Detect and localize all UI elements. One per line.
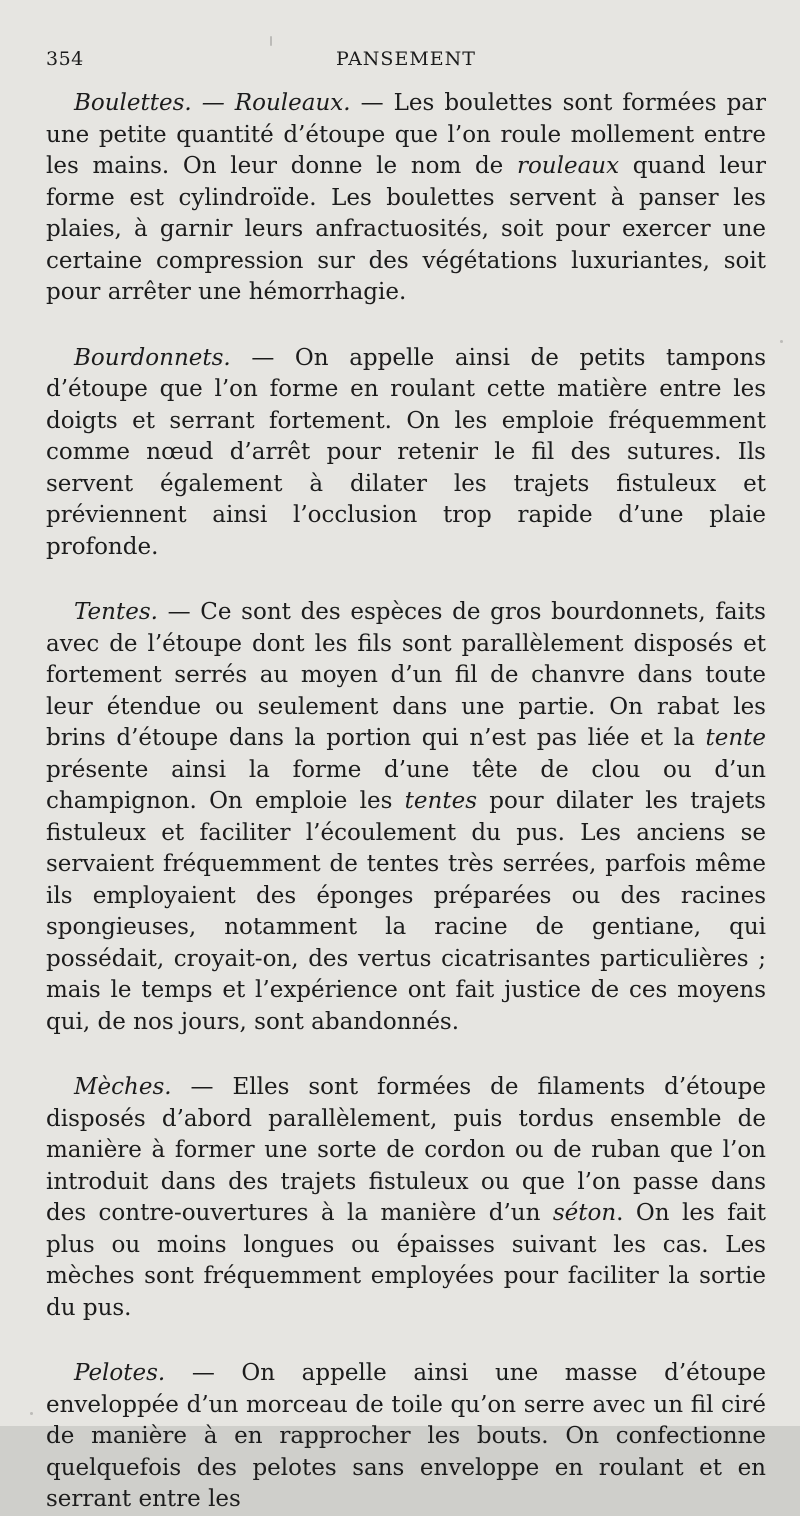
paragraph-tentes: [46, 597, 766, 1038]
paragraph-text: — Ce sont des espèces de gros bourdonnets, faits avec de l’étoupe dont les fils sont parallèlement disposés et fortement serrés au moyen d’un fil de chanvre dans toute leur étendue ou seulement dans une partie. On rabat les brins d’étoupe dans la portion qui n’est pas liée et la: [46, 599, 766, 751]
paragraph-pelotes: [46, 1358, 766, 1516]
section-tentes: [46, 597, 766, 1038]
paragraph-text: — On appelle ainsi de petits tampons d’étoupe que l’on forme en roulant cette matière entre les doigts et serrant fortement. On les emploie fréquemment comme nœud d’arrêt pour retenir le fil des sutures. Ils servent également à dilater les trajets fistuleux et préviennent ainsi l’occlusion trop rapide d’une plaie profonde.: [46, 344, 766, 560]
scan-speck: [780, 340, 783, 343]
paragraph-text: quand leur forme est cylindroïde. Les boulettes servent à panser les plaies, à garnir leurs anfractuosités, soit pour exercer une certaine compression sur des végétations luxuriantes, soit pour arrêter une hémorrhagie.: [46, 153, 766, 305]
paragraph-text: . On les fait plus ou moins longues ou épaisses suivant les cas. Les mèches sont fréquemment employées pour faciliter la sortie du pus.: [46, 1200, 766, 1321]
section-bourdonnets: [46, 343, 766, 564]
page-number: 354: [46, 48, 84, 70]
italic-word-rouleaux: rouleaux: [516, 153, 620, 179]
italic-word-tente: tente: [705, 725, 766, 751]
running-title: PANSEMENT: [336, 48, 476, 70]
paragraph-text: — On appelle ainsi une masse d’étoupe enveloppée d’un morceau de toile qu’on serre avec un fil ciré de manière à en rapprocher les bouts. On confectionne quelquefois des pelotes sans enveloppe en roulant et en serrant entre les: [46, 1360, 766, 1512]
scan-speck: [30, 1412, 33, 1415]
paragraph-text: présente ainsi la forme d’une tête de clou ou d’un champignon. On emploie les: [46, 756, 766, 814]
paragraph-text: — Elles sont formées de filaments d’étoupe disposés d’abord parallèlement, puis tordus ensemble de manière à former une sorte de cordon ou de ruban que l’on introduit dans des trajets fistuleux ou que l’on passe dans des contre-ouvertures à la manière d’un: [46, 1074, 766, 1226]
paragraph-text: — Les boulettes sont formées par une petite quantité d’étoupe que l’on roule mollement entre les mains. On leur donne le nom de: [46, 90, 766, 179]
term-boulettes: Boulettes. — Rouleaux.: [74, 90, 351, 116]
paragraph-text: pour dilater les trajets fistuleux et faciliter l’écoulement du pus. Les anciens se servaient fréquemment de tentes très serrées, parfois même ils employaient des éponges préparées ou des racines spongieuses, notamment la racine de gentiane, qui possédait, croyait-on, des vertus cicatrisantes particulières ; mais le temps et l’expérience ont fait justice de ces moyens qui, de nos jours, sont abandonnés.: [46, 788, 766, 1035]
section-meches: [46, 1072, 766, 1324]
scan-speck: [270, 36, 272, 46]
section-pelotes: [46, 1358, 766, 1516]
term-meches: Mèches.: [74, 1074, 172, 1100]
term-pelotes: Pelotes.: [74, 1360, 166, 1386]
paragraph-meches: [46, 1072, 766, 1324]
paragraph-boulettes: [46, 88, 766, 309]
term-tentes: Tentes.: [74, 599, 158, 625]
running-head: [46, 46, 766, 76]
term-bourdonnets: Bourdonnets.: [74, 344, 231, 371]
section-boulettes: [46, 88, 766, 309]
paragraph-bourdonnets: [46, 343, 766, 564]
italic-word-seton: séton: [552, 1200, 617, 1226]
italic-word-tentes: tentes: [404, 788, 477, 814]
